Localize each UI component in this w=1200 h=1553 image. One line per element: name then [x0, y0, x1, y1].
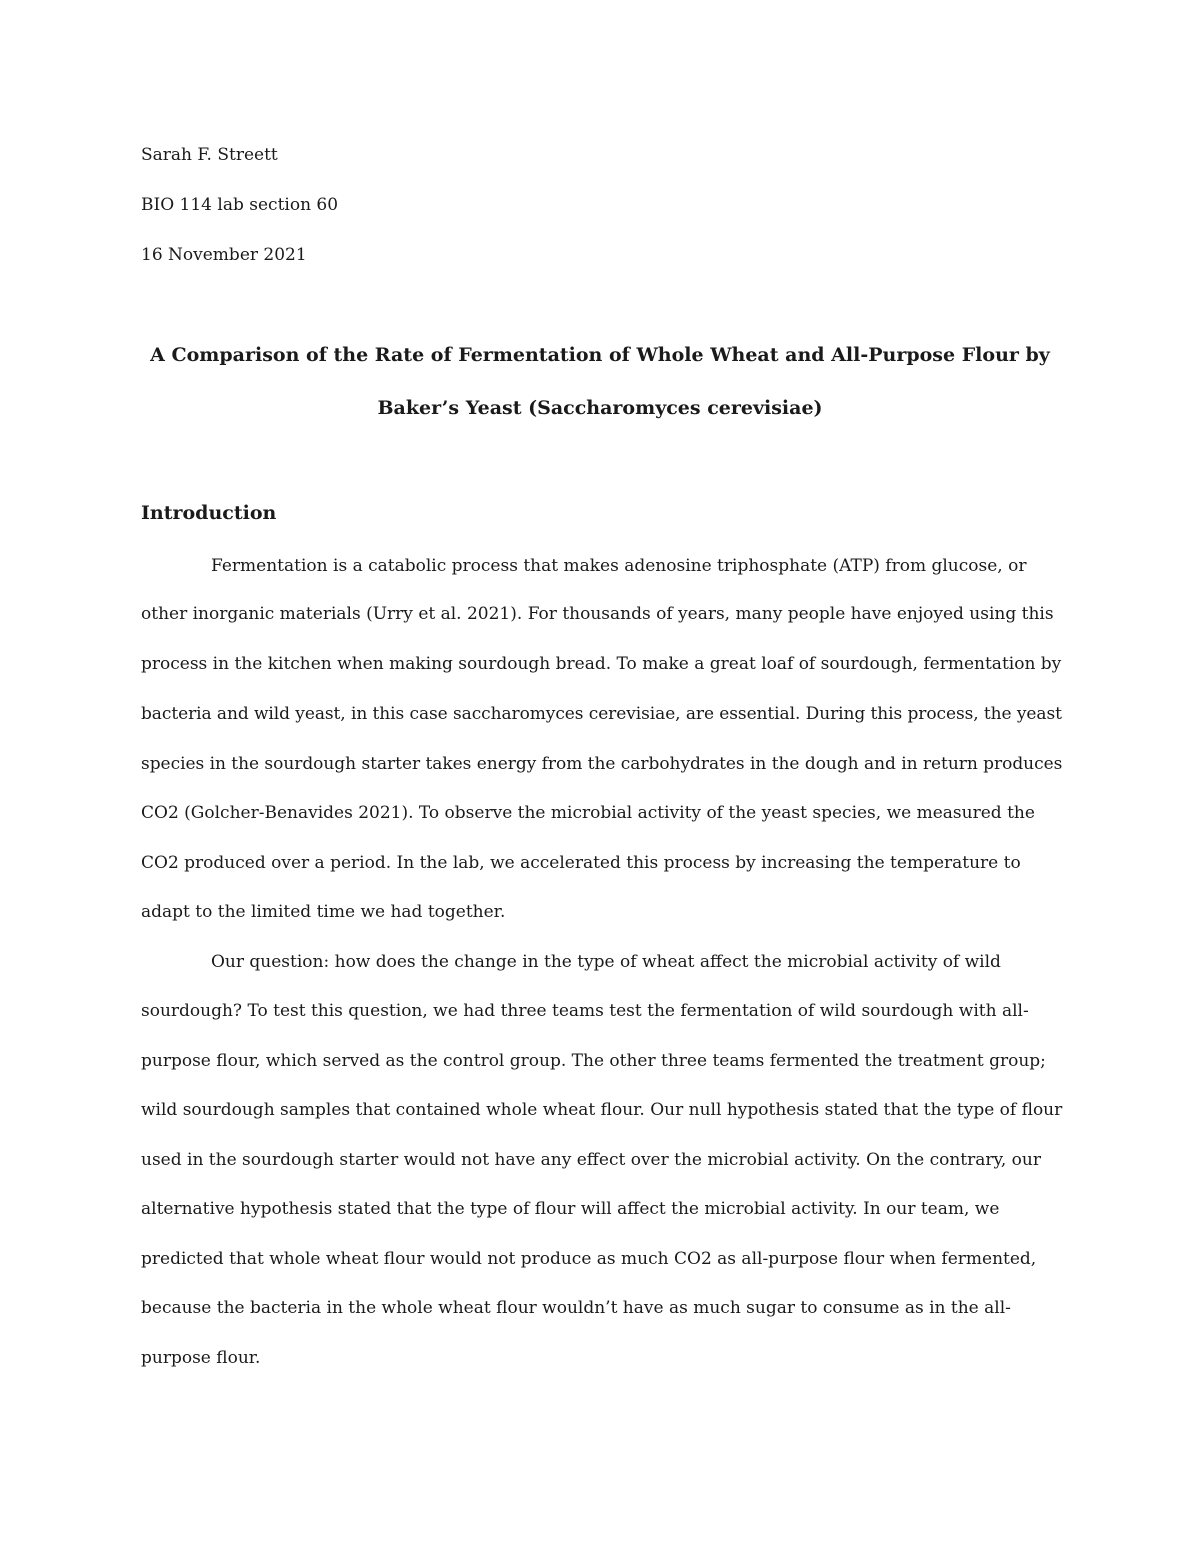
paragraph-line: species in the sourdough starter takes energy from the carbohydrates in the dough and in return produces: [141, 754, 1063, 774]
course-section: BIO 114 lab section 60: [141, 195, 339, 215]
section-heading-introduction: Introduction: [141, 502, 277, 524]
paper-title-line-2: Baker’s Yeast (Saccharomyces cerevisiae): [377, 397, 823, 419]
document-date: 16 November 2021: [141, 245, 307, 265]
paragraph-line: purpose flour, which served as the control group. The other three teams fermented the treatment group;: [141, 1051, 1046, 1071]
paragraph-line: used in the sourdough starter would not have any effect over the microbial activity. On the contrary, our: [141, 1150, 1041, 1170]
paragraph-line: CO2 (Golcher-Benavides 2021). To observe the microbial activity of the yeast species, we measured the: [141, 803, 1035, 823]
paragraph-line: bacteria and wild yeast, in this case saccharomyces cerevisiae, are essential. During this process, the yeast: [141, 704, 1062, 724]
paragraph-line: predicted that whole wheat flour would not produce as much CO2 as all-purpose flour when fermented,: [141, 1249, 1037, 1269]
paragraph-line: because the bacteria in the whole wheat flour wouldn’t have as much sugar to consume as in the all-: [141, 1298, 1011, 1318]
paragraph-line: alternative hypothesis stated that the type of flour will affect the microbial activity. In our team, we: [141, 1199, 1000, 1219]
author-name: Sarah F. Streett: [141, 145, 278, 165]
paper-title-line-1: A Comparison of the Rate of Fermentation of Whole Wheat and All-Purpose Flour by: [150, 344, 1050, 366]
paragraph-line: purpose flour.: [141, 1348, 261, 1368]
paragraph-line: Fermentation is a catabolic process that makes adenosine triphosphate (ATP) from glucose, or: [211, 556, 1027, 576]
paragraph-line: Our question: how does the change in the type of wheat affect the microbial activity of wild: [211, 952, 1001, 972]
paragraph-line: sourdough? To test this question, we had three teams test the fermentation of wild sourdough with all-: [141, 1001, 1029, 1021]
paragraph-line: wild sourdough samples that contained whole wheat flour. Our null hypothesis stated that the type of flour: [141, 1100, 1063, 1120]
paragraph-line: other inorganic materials (Urry et al. 2021). For thousands of years, many people have enjoyed using this: [141, 604, 1054, 624]
paragraph-line: adapt to the limited time we had together.: [141, 902, 506, 922]
paragraph-line: process in the kitchen when making sourdough bread. To make a great loaf of sourdough, fermentation by: [141, 654, 1062, 674]
paragraph-line: CO2 produced over a period. In the lab, we accelerated this process by increasing the temperature to: [141, 853, 1021, 873]
